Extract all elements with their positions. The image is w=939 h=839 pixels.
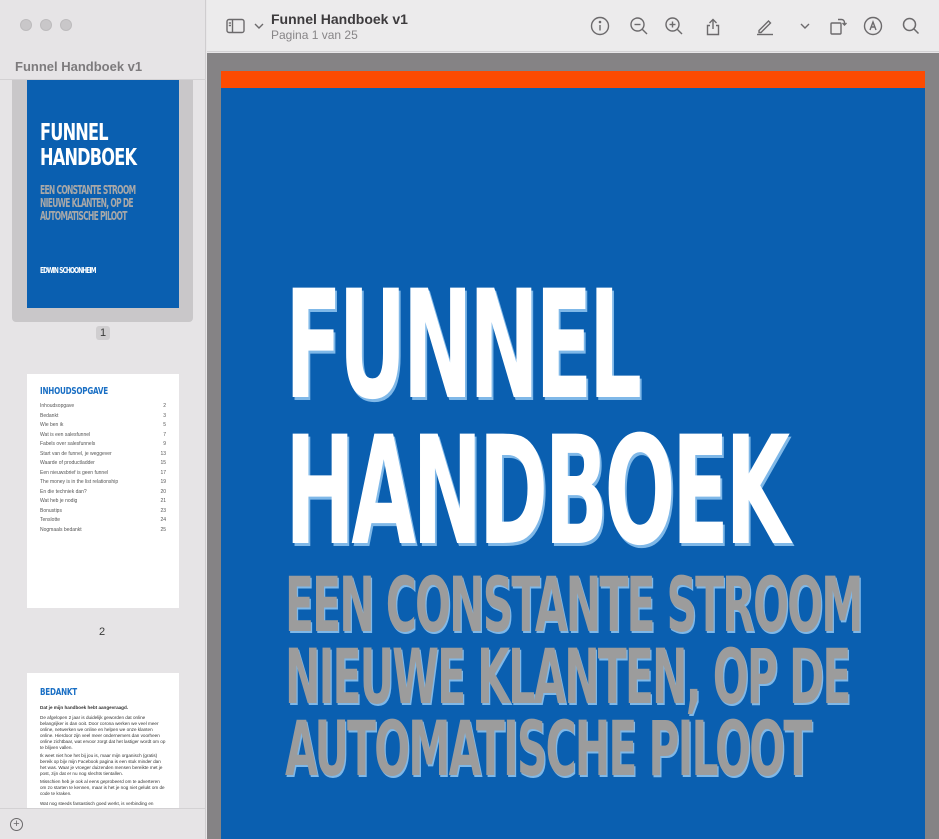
info-icon[interactable] [588,14,612,38]
chevron-down-icon[interactable] [793,14,807,38]
cover-subtitle-line-1: EEN CONSTANTE STROOM [285,560,862,649]
document-viewer[interactable] [207,53,939,839]
thumb-paragraph: Misschien heb je ook al eens geprobeerd om te adverteren om zo starten te kennen, maar is het je nog niet gelukt om de code te kraken. [40,779,165,796]
toc-row: Bedankt 3 [40,412,166,419]
toc-row: En die techniek dan? 20 [40,488,166,495]
accent-bar [221,71,925,88]
thumb-paragraph: De afgelopen 2 jaar is duidelijk geworden dat online belangrijker is dan ooit. Door corona werken we veel meer online, netwerken we online en helpen we onze klanten online. Hierdoor zijn veel meer ondernemers dan voorheen online zichtbaar, wat ervoor zorgt dat het lastiger wordt om op te blijven vallen. [40,715,166,750]
toolbar [207,0,939,52]
page-number-2: 2 [99,626,106,638]
document-title: Funnel Handboek v1 [271,11,408,27]
chevron-down-icon[interactable] [247,14,261,38]
sidebar-footer [0,808,205,839]
thumb-toc-heading: INHOUDSOPGAVE [40,386,108,397]
toc-row: Fabels over salesfunnels 9 [40,441,166,447]
toc-row: The money is in the list relationship 19 [40,479,166,485]
toc-row: Bonustips 23 [40,507,166,514]
thumb-paragraph: Dat je mijn handboek hebt aangevraagd. [40,705,129,710]
thumb-bedankt-heading: BEDANKT [40,687,77,698]
share-icon[interactable] [701,14,725,38]
thumb-cover-author: EDWIN SCHOONHEIM [40,266,96,275]
toc-row: Inhoudsopgave 2 [40,403,166,409]
page-number-1: 1 [96,326,110,340]
sidebar-toggle-icon[interactable] [224,14,248,38]
window-controls [20,19,72,31]
thumbnail-page-1[interactable] [27,80,179,308]
toc-row: Wie ben ik 5 [40,422,166,428]
minimize-window-button[interactable] [40,19,52,31]
zoom-out-icon[interactable] [627,14,651,38]
toc-row: Wat heb je nodig 21 [40,498,166,504]
thumb-paragraph: Wat nog steeds fantastisch goed werkt, is verbinding en [40,801,154,806]
add-page-icon[interactable]: + [10,818,23,831]
thumb-cover-subtitle: EEN CONSTANTE STROOM NIEUWE KLANTEN, OP DE AUTOMATISCHE PILOOT [40,183,136,224]
markup-icon[interactable] [861,14,885,38]
close-window-button[interactable] [20,19,32,31]
cover-title-line-2: HANDBOEK [285,405,787,579]
sidebar [0,0,206,839]
cover-subtitle-line-2: NIEUWE KLANTEN, OP DE [285,632,850,721]
thumbnail-page-2[interactable] [27,374,179,608]
cover-title-line-1: FUNNEL [285,259,639,433]
toc-row: Nogmaals bedankt 25 [40,526,166,533]
page-indicator: Pagina 1 van 25 [271,28,358,42]
toc-row: Waarde of productladder 15 [40,460,166,466]
cover-subtitle-line-3: AUTOMATISCHE PILOOT [285,704,811,793]
thumb-paragraph: Ik weet niet hoe het bij jou is, maar mijn organisch (gratis) bereik op bijv mijn Facebook pagina is een stuk minder dan het was. Waar je vroeger duizenden mensen bereikte met je post, zijn dat er nu nog slechts tientallen. [40,753,163,776]
toc-row: Tenslotte 24 [40,517,166,523]
page-1-cover [221,71,925,839]
thumbnail-list[interactable] [0,80,205,808]
highlight-pen-icon[interactable] [753,14,777,38]
toc-row: Een nieuwsbrief is geen funnel 17 [40,469,166,476]
zoom-window-button[interactable] [60,19,72,31]
sidebar-title: Funnel Handboek v1 [15,59,143,74]
thumb-cover-title: FUNNEL HANDBOEK [40,120,137,171]
toc-row: Start van de funnel, je weggever 13 [40,450,166,457]
thumbnail-page-3[interactable] [27,673,179,808]
search-icon[interactable] [899,14,923,38]
rotate-icon[interactable] [825,14,849,38]
zoom-in-icon[interactable] [662,14,686,38]
toc-row: Wat is een salesfunnel 7 [40,431,166,438]
